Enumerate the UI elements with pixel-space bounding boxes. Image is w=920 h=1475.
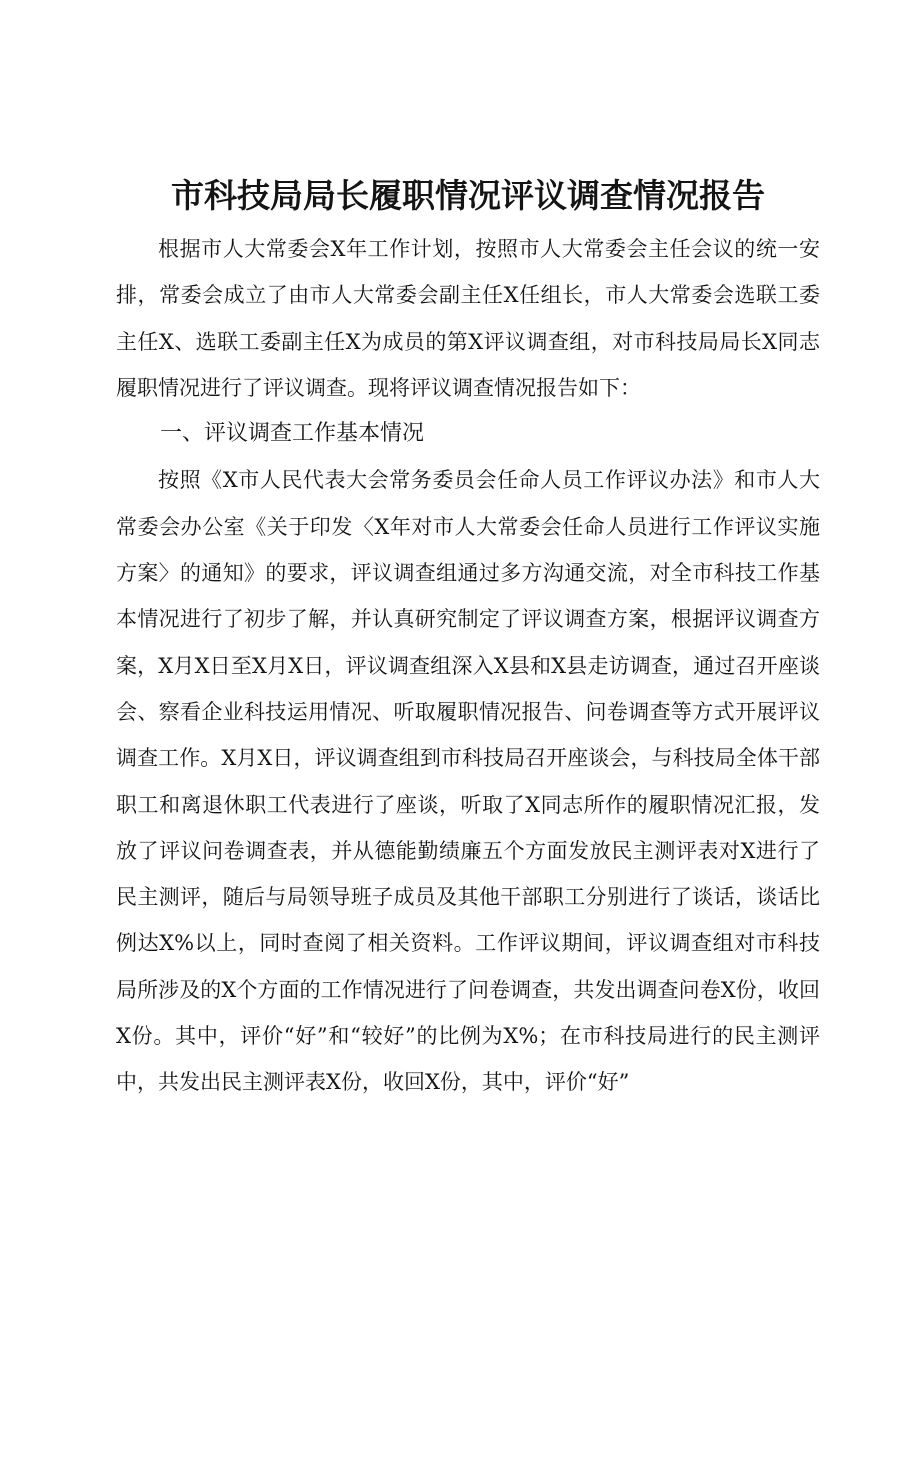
document-body [116,226,820,1106]
section-heading: 一、评议调查工作基本情况 [160,421,425,447]
section-paragraph: 按照《X市人民代表大会常务委员会任命人员工作评议办法》和市人大常委会办公室《关于印发〈X年对市人大常委会任命人员进行工作评议实施方案〉的通知》的要求，评议调查组通过多方沟通交流，对全市科技工作基本情况进行了初步了解，并认真研究制定了评议调查方案，根据评议调查方案，X月X日至X月X日，评议调查组深入X县和X县走访调查，通过召开座谈会、察看企业科技运用情况、听取履职情况报告、问卷调查等方式开展评议调查工作。X月X日，评议调查组到市科技局召开座谈会，与科技局全体干部职工和离退休职工代表进行了座谈，听取了X同志所作的履职情况汇报，发放了评议问卷调查表，并从德能勤绩廉五个方面发放民主测评表对X进行了民主测评，随后与局领导班子成员及其他干部职工分别进行了谈话，谈话比例达X%以上，同时查阅了相关资料。工作评议期间，评议调查组对市科技局所涉及的X个方面的工作情况进行了问卷调查，共发出调查问卷X份，收回X份。其中，评价“好”和“较好”的比例为X%；在市科技局进行的民主测评中，共发出民主测评表X份，收回X份，其中，评价“好” [116,468,820,1095]
document-title: 市科技局局长履职情况评议调查情况报告 [171,176,765,215]
intro-paragraph: 根据市人大常委会X年工作计划，按照市人大常委会主任会议的统一安排，常委会成立了由市人大常委会副主任X任组长，市人大常委会选联工委主任X、选联工委副主任X为成员的第X评议调查组，对市科技局局长X同志履职情况进行了评议调查。现将评议调查情况报告如下： [116,237,820,400]
document-page [0,174,920,1475]
